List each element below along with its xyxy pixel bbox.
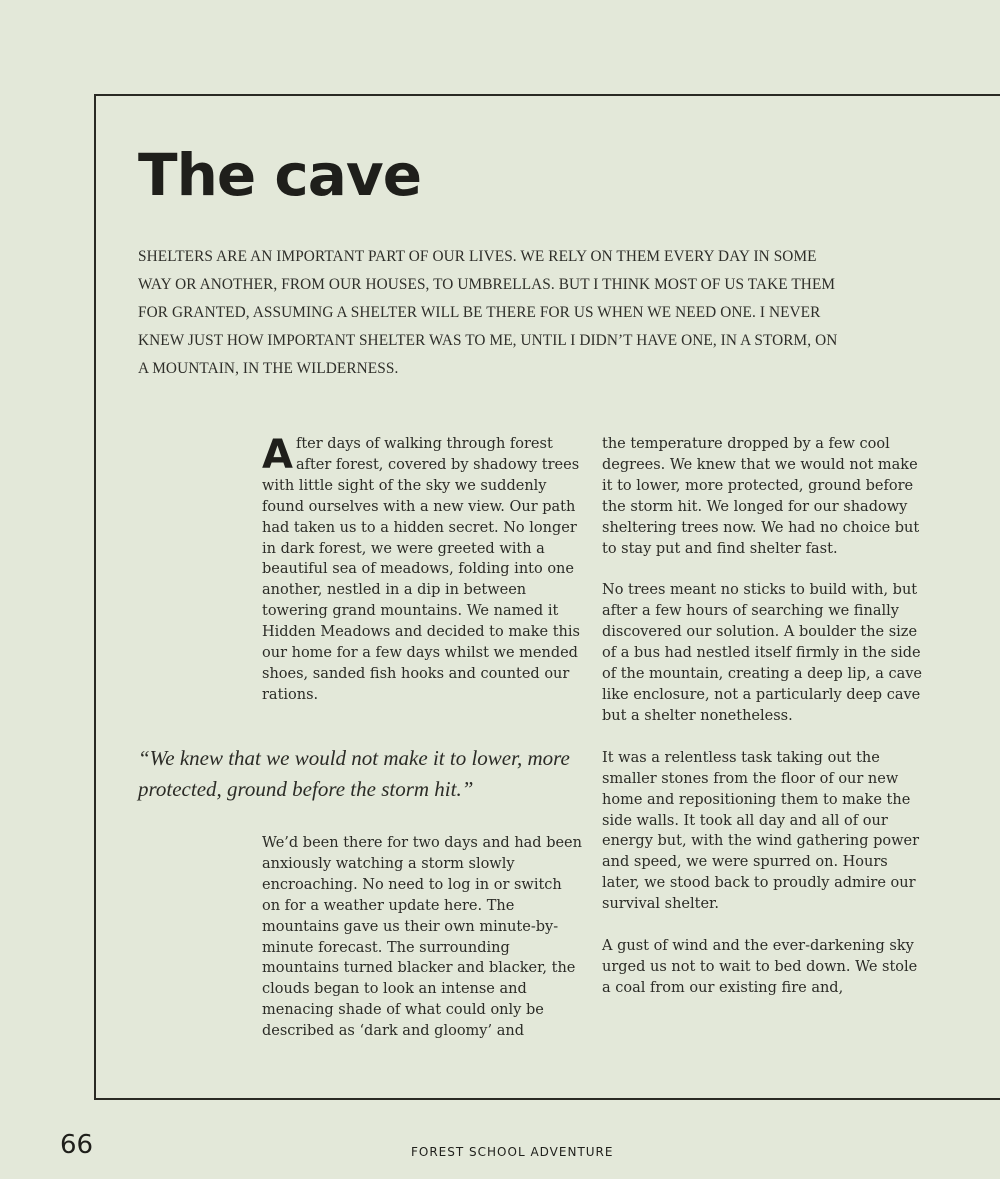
body-column-right	[602, 434, 922, 999]
body-paragraph-text: fter days of walking through forest after forest, covered by shadowy trees with little sight of the sky we suddenly found ourselves with a new view. Our path had taken us to a hidden secret. No longer in dark forest, we were greeted with a beautiful sea of meadows, folding into one another, nestled in a dip in between towering grand mountains. We named it Hidden Meadows and decided to make this our home for a few days whilst we mended shoes, sanded fish hooks and counted our rations.	[262, 436, 580, 703]
running-footer: FOREST SCHOOL ADVENTURE	[411, 1145, 614, 1159]
drop-cap: A	[262, 432, 293, 478]
body-column-left-top	[262, 434, 582, 706]
body-paragraph: No trees meant no sticks to build with, but after a few hours of searching we finally discovered our solution. A boulder the size of a bus had nestled itself firmly in the side of the mountain, creating a deep lip, a cave like enclosure, not a particularly deep cave but a shelter nonetheless.	[602, 582, 923, 724]
body-paragraph: It was a relentless task taking out the smaller stones from the floor of our new home and repositioning them to make the side walls. It took all day and all of our energy but, with the wind gathering power and speed, we were spurred on. Hours later, we stood back to proudly admire our survival shelter.	[602, 749, 920, 913]
pull-quote: “We knew that we would not make it to lower, more protected, ground before the storm hit.”	[138, 746, 570, 801]
intro-paragraph: SHELTERS ARE AN IMPORTANT PART OF OUR LIVES. WE RELY ON THEM EVERY DAY IN SOME WAY OR ANOTHER, FROM OUR HOUSES, TO UMBRELLAS. BUT I THINK MOST OF US TAKE THEM FOR GRANTED, ASSUMING A SHELTER WILL BE THERE FOR US WHEN WE NEED ONE. I NEVER KNEW JUST HOW IMPORTANT SHELTER WAS TO ME, UNTIL I DIDN’T HAVE ONE, IN A STORM, ON A MOUNTAIN, IN THE WILDERNESS.	[138, 248, 838, 377]
body-paragraph	[262, 434, 582, 706]
body-paragraph: We’d been there for two days and had been anxiously watching a storm slowly encroaching. No need to log in or switch on for a weather update here. The mountains gave us their own minute-by-minute forecast. The surrounding mountains turned blacker and blacker, the clouds began to look an intense and menacing shade of what could only be described as ‘dark and gloomy’ and	[262, 835, 582, 1040]
page-title: The cave	[138, 141, 422, 209]
body-paragraph: the temperature dropped by a few cool degrees. We knew that we would not make it to lower, more protected, ground before the storm hit. We longed for our shadowy sheltering trees now. We had no choice but to stay put and find shelter fast.	[602, 436, 920, 557]
body-column-left-bottom	[262, 833, 582, 1042]
body-paragraph: A gust of wind and the ever-darkening sky urged us not to wait to bed down. We stole a coal from our existing fire and,	[602, 938, 918, 996]
page-number: 66	[60, 1130, 94, 1160]
